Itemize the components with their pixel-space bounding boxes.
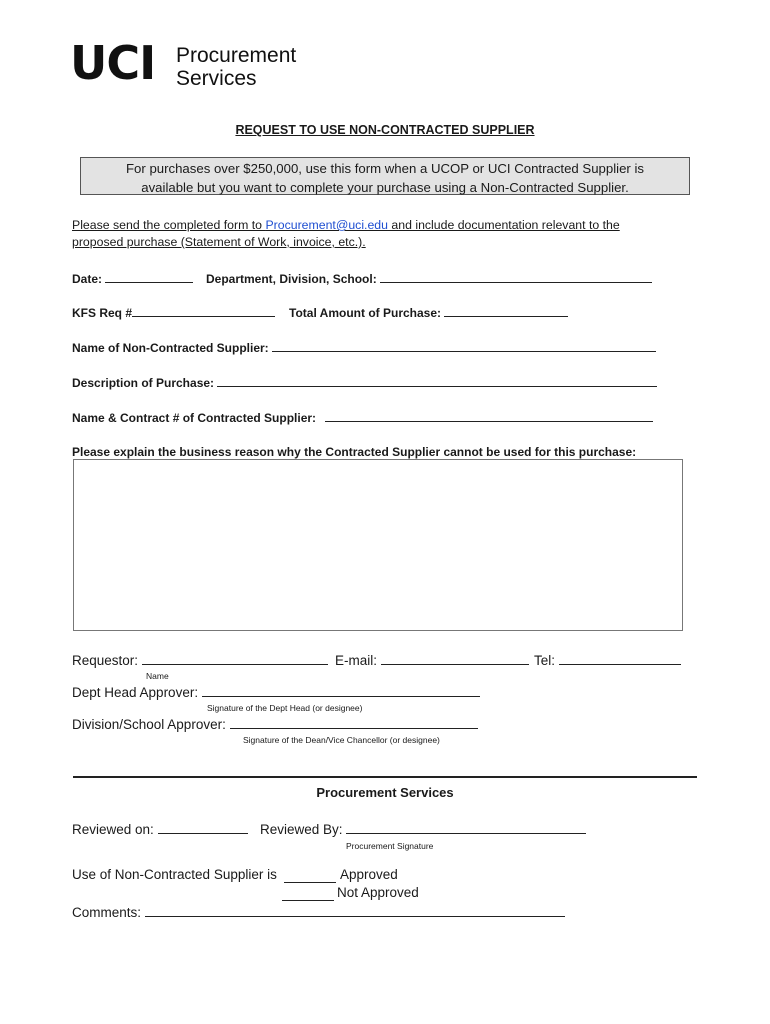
total-label: Total Amount of Purchase:: [289, 306, 442, 320]
reviewed-by-blank[interactable]: [346, 822, 586, 834]
not-approved-label: Not Approved: [337, 885, 419, 900]
description-blank[interactable]: [217, 375, 657, 387]
logo-line1: Procurement: [176, 44, 297, 67]
description-label: Description of Purchase:: [72, 376, 215, 390]
explain-label: Please explain the business reason why the Contracted Supplier cannot be used for this purchase:: [72, 445, 637, 459]
email-field: [335, 653, 529, 668]
department-label: Department, Division, School:: [206, 272, 377, 286]
name-caption: Name: [146, 671, 169, 681]
supplier-blank[interactable]: [272, 340, 656, 352]
explanation-textbox[interactable]: [73, 459, 683, 631]
contracted-label: Name & Contract # of Contracted Supplier:: [72, 411, 317, 425]
not-approved-blank[interactable]: [282, 889, 334, 901]
section-divider: [73, 776, 697, 778]
requestor-blank[interactable]: [142, 653, 328, 665]
email-blank[interactable]: [381, 653, 529, 665]
notice-box: [80, 157, 690, 195]
email-label: E-mail:: [335, 653, 378, 668]
requestor-label: Requestor:: [72, 653, 139, 668]
comments-blank[interactable]: [145, 905, 565, 917]
supplier-field: [72, 340, 656, 355]
instructions: [72, 217, 672, 251]
comments-label: Comments:: [72, 905, 142, 920]
date-field: [72, 271, 193, 286]
approved-label: Approved: [340, 867, 398, 882]
kfs-field: [72, 305, 275, 320]
date-label: Date:: [72, 272, 103, 286]
logo-subtitle: [176, 44, 296, 90]
reviewed-on-blank[interactable]: [158, 822, 248, 834]
total-blank[interactable]: [444, 305, 568, 317]
division-caption: Signature of the Dean/Vice Chancellor (or designee): [243, 735, 440, 745]
notice-line2: available but you want to complete your purchase using a Non-Contracted Supplier.: [141, 180, 629, 195]
procurement-signature-caption: Procurement Signature: [346, 841, 434, 851]
reviewed-by-label: Reviewed By:: [260, 822, 343, 837]
division-blank[interactable]: [230, 717, 478, 729]
tel-field: [534, 653, 681, 668]
tel-label: Tel:: [534, 653, 556, 668]
division-field: [72, 717, 478, 732]
total-field: [289, 305, 568, 320]
requestor-field: [72, 653, 328, 668]
reviewed-on-field: [72, 822, 248, 837]
department-blank[interactable]: [380, 271, 652, 283]
description-field: [72, 375, 657, 390]
use-label: Use of Non-Contracted Supplier is: [72, 867, 277, 882]
instructions-after: and include documentation relevant to the proposed purchase (Statement of Work, invoice, etc.).: [72, 218, 620, 249]
dept-head-label: Dept Head Approver:: [72, 685, 199, 700]
division-label: Division/School Approver:: [72, 717, 226, 732]
approved-blank[interactable]: [284, 871, 336, 883]
dept-head-field: [72, 685, 480, 700]
form-title: REQUEST TO USE NON-CONTRACTED SUPPLIER: [235, 123, 535, 137]
logo-line2: Services: [176, 67, 257, 90]
reviewed-by-field: [260, 822, 586, 837]
tel-blank[interactable]: [559, 653, 681, 665]
procurement-email-link[interactable]: Procurement@uci.edu: [265, 218, 388, 232]
contracted-field: [72, 410, 653, 425]
reviewed-on-label: Reviewed on:: [72, 822, 154, 837]
uci-logo: UCI: [70, 36, 156, 90]
supplier-label: Name of Non-Contracted Supplier:: [72, 341, 269, 355]
instructions-before: Please send the completed form to: [72, 218, 266, 232]
date-blank[interactable]: [105, 271, 193, 283]
dept-head-caption: Signature of the Dept Head (or designee): [207, 703, 363, 713]
contracted-blank[interactable]: [325, 410, 653, 422]
dept-head-blank[interactable]: [202, 685, 480, 697]
notice-line1: For purchases over $250,000, use this form when a UCOP or UCI Contracted Supplier is: [126, 161, 644, 176]
procurement-heading: Procurement Services: [316, 785, 454, 800]
comments-field: [72, 905, 565, 920]
kfs-blank[interactable]: [132, 305, 275, 317]
kfs-label: KFS Req #: [72, 306, 133, 320]
department-field: [206, 271, 652, 286]
